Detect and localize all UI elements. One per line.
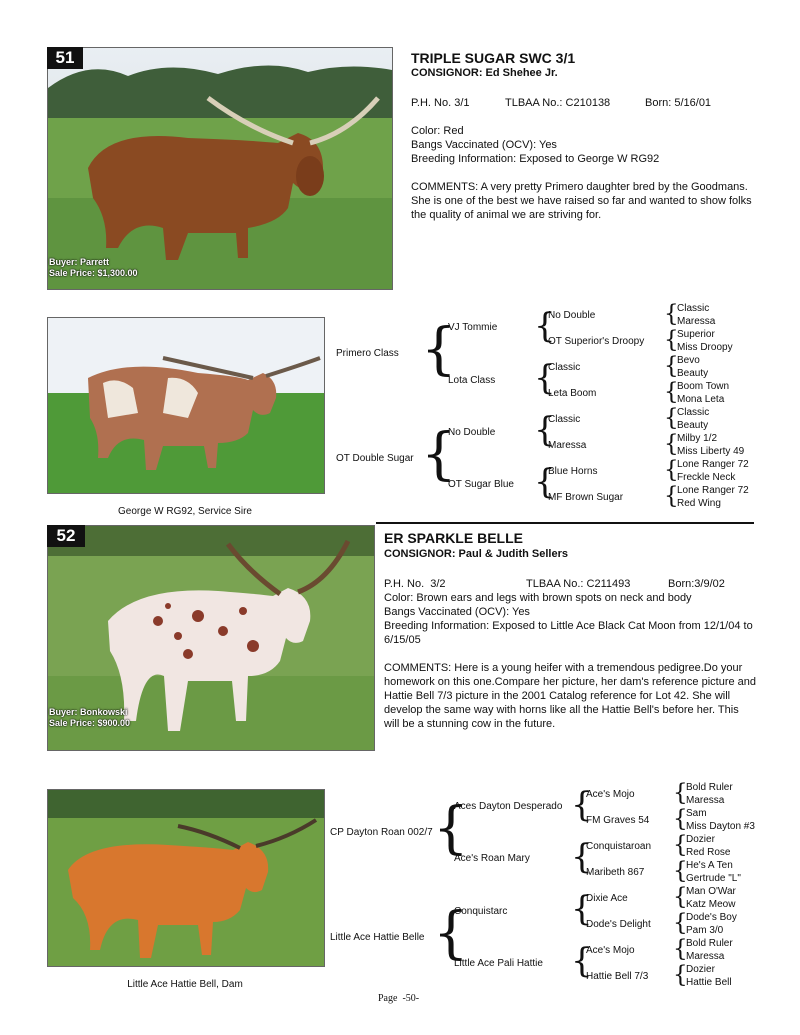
lot52-ped-g4-3: Miss Dayton #3 [686,821,755,832]
lot51-brace-g2-1: { [534,358,556,398]
lot51-color: Color: Red [411,125,464,137]
lot52-ped-g2-1: Ace's Roan Mary [454,853,530,864]
lot51-cow-photo [47,47,393,290]
lot51-sire-photo [47,317,325,494]
lot51-ped-g4-14: Lone Ranger 72 [677,485,749,496]
lot51-ped-g3-4: Classic [548,414,581,425]
lot52-ped-g4-4: Dozier [686,834,715,845]
lot52-brace-g1-1: { [433,901,469,966]
lot51-ped-g4-5: Beauty [677,368,709,379]
lot51-ped-g3-5: Maressa [548,440,587,451]
lot52-ped-g1-0: CP Dayton Roan 002/7 [330,827,433,838]
lot52-ped-g3-2: Conquistaroan [586,841,652,852]
lot51-ped-g3-2: Classic [548,362,581,373]
lot51-photo-art [48,48,392,289]
lot52-breeding: Breeding Information: Exposed to Little Ace Black Cat Moon from 12/1/04 to 6/15/05 [384,620,753,646]
lot52-ped-g4-1: Maressa [686,795,725,806]
lot52-dam-art [48,790,324,966]
lot52-brace-g3-0: { [673,780,688,806]
lot51-brace-g3-0: { [664,301,679,327]
lot52-ped-g4-13: Maressa [686,951,725,962]
lot51-ped-g4-7: Mona Leta [677,394,725,405]
lot51-ped-g1-0: Primero Class [336,348,399,359]
lot-divider [376,522,754,524]
lot52-tlbaa: TLBAA No.: C211493 [526,578,631,590]
lot52-born: Born:3/9/02 [668,578,725,590]
lot51-brace-g3-1: { [664,327,679,353]
lot52-ped-g3-0: Ace's Mojo [586,789,635,800]
lot52-title: ER SPARKLE BELLE [384,530,523,546]
lot51-ped-g3-3: Leta Boom [548,388,597,399]
lot51-brace-g1-1: { [421,422,457,487]
lot52-dam-caption: Little Ace Hattie Bell, Dam [127,979,243,990]
lot52-ped-g4-2: Sam [686,808,707,819]
lot51-ped-g4-1: Maressa [677,316,716,327]
lot51-ped-g4-9: Beauty [677,420,709,431]
lot52-ph-no: P.H. No. 3/2 [384,578,446,590]
lot52-ped-g4-15: Hattie Bell [686,977,732,988]
lot52-brace-g3-1: { [673,806,688,832]
lot51-ped-g3-1: OT Superior's Droopy [548,336,645,347]
lot51-ped-g4-15: Red Wing [677,498,721,509]
lot51-brace-g3-6: { [664,457,679,483]
lot51-bangs: Bangs Vaccinated (OCV): Yes [411,139,557,151]
lot51-sire-art [48,318,324,493]
lot51-ped-g4-6: Boom Town [677,381,730,392]
lot51-buyer: Buyer: Parrett [49,257,110,267]
lot52-ped-g4-14: Dozier [686,964,715,975]
lot52-dam-photo [47,789,325,967]
lot52-ped-g4-9: Katz Meow [686,899,736,910]
lot51-ped-g2-1: Lota Class [448,375,496,386]
lot51-brace-g3-2: { [664,353,679,379]
lot51-ped-g2-3: OT Sugar Blue [448,479,514,490]
lot52-ped-g4-10: Dode's Boy [686,912,737,923]
lot52-brace-g1-0: { [433,796,469,861]
lot52-brace-g3-6: { [673,936,688,962]
lot52-sale-price: Sale Price: $900.00 [49,718,131,728]
lot51-comments: COMMENTS: A very pretty Primero daughter bred by the Goodmans. She is one of the best we have raised so far and wanted to show folks the quality of animal we are striving for. [411,181,752,221]
lot51-sale-price: Sale Price: $1,300.00 [49,268,138,278]
lot51-tlbaa: TLBAA No.: C210138 [505,97,611,109]
lot51-brace-g1-0: { [421,317,457,382]
lot52-ped-g4-6: He's A Ten [686,860,733,871]
lot51-ped-g3-6: Blue Horns [548,466,598,477]
lot51-brace-g3-5: { [664,431,679,457]
lot52-ped-g3-5: Dode's Delight [586,919,651,930]
lot52-brace-g3-7: { [673,962,688,988]
lot52-ped-g3-1: FM Graves 54 [586,815,650,826]
lot51-brace-g2-0: { [534,306,556,346]
lot52-consignor: CONSIGNOR: Paul & Judith Sellers [384,548,568,560]
lot52-ped-g1-1: Little Ace Hattie Belle [330,932,425,943]
lot51-ped-g1-1: OT Double Sugar [336,453,414,464]
lot51-ped-g3-7: MF Brown Sugar [548,492,624,503]
lot52-number-badge: 52 [47,525,85,547]
lot52-ped-g4-7: Gertrude "L" [686,873,741,884]
lot52-brace-g2-3: { [571,941,593,981]
lot51-ph-no: P.H. No. 3/1 [411,97,470,109]
lot51-ped-g4-4: Bevo [677,355,700,366]
lot52-brace-g2-0: { [571,785,593,825]
lot51-brace-g2-2: { [534,410,556,450]
lot52-ped-g3-3: Maribeth 867 [586,867,645,878]
lot52-ped-g4-0: Bold Ruler [686,782,733,793]
lot51-ped-g4-10: Milby 1/2 [677,433,718,444]
lot51-brace-g2-3: { [534,462,556,502]
lot51-breeding: Breeding Information: Exposed to George W RG92 [411,153,660,165]
lot52-ped-g2-0: Aces Dayton Desperado [454,801,563,812]
lot52-brace-g3-4: { [673,884,688,910]
lot51-ped-g4-2: Superior [677,329,715,340]
lot52-ped-g3-6: Ace's Mojo [586,945,635,956]
lot51-ped-g2-2: No Double [448,427,496,438]
lot52-brace-g2-1: { [571,837,593,877]
lot52-brace-g3-3: { [673,858,688,884]
lot52-brace-g3-2: { [673,832,688,858]
lot51-consignor: CONSIGNOR: Ed Shehee Jr. [411,67,558,79]
lot52-brace-g3-5: { [673,910,688,936]
lot51-ped-g4-3: Miss Droopy [677,342,733,353]
lot51-brace-g3-3: { [664,379,679,405]
lot51-ped-g4-0: Classic [677,303,710,314]
lot51-ped-g4-11: Miss Liberty 49 [677,446,745,457]
lot52-buyer: Buyer: Bonkowski [49,707,128,717]
lot51-number-badge: 51 [47,47,83,69]
lot51-brace-g3-4: { [664,405,679,431]
lot51-sire-caption: George W RG92, Service Sire [118,506,252,517]
lot51-title: TRIPLE SUGAR SWC 3/1 [411,50,576,66]
lot51-brace-g3-7: { [664,483,679,509]
lot52-ped-g2-2: Conquistarc [454,906,508,917]
lot52-bangs: Bangs Vaccinated (OCV): Yes [384,606,530,618]
lot51-ped-g4-12: Lone Ranger 72 [677,459,749,470]
lot52-ped-g4-5: Red Rose [686,847,731,858]
lot52-comments: COMMENTS: Here is a young heifer with a tremendous pedigree.Do your homework on this one.Compare her picture, her dam's reference picture and Hattie Bell 7/3 picture in the 2001 Catalog reference for Lot 42. She will develop the same way with horns like all the Hattie Bell's before her. This will be a stunning cow in the future. [384,662,757,730]
lot52-ped-g2-3: Little Ace Pali Hattie [454,958,543,969]
lot52-ped-g3-4: Dixie Ace [586,893,628,904]
lot52-ped-g4-11: Pam 3/0 [686,925,724,936]
lot52-ped-g4-12: Bold Ruler [686,938,733,949]
lot52-color: Color: Brown ears and legs with brown spots on neck and body [384,592,692,604]
lot52-brace-g2-2: { [571,889,593,929]
lot51-ped-g2-0: VJ Tommie [448,322,498,333]
lot51-ped-g3-0: No Double [548,310,596,321]
page-number: Page -50- [378,993,420,1004]
lot52-ped-g3-7: Hattie Bell 7/3 [586,971,649,982]
lot51-ped-g4-8: Classic [677,407,710,418]
lot52-ped-g4-8: Man O'War [686,886,736,897]
lot51-born: Born: 5/16/01 [645,97,712,109]
lot51-ped-g4-13: Freckle Neck [677,472,736,483]
